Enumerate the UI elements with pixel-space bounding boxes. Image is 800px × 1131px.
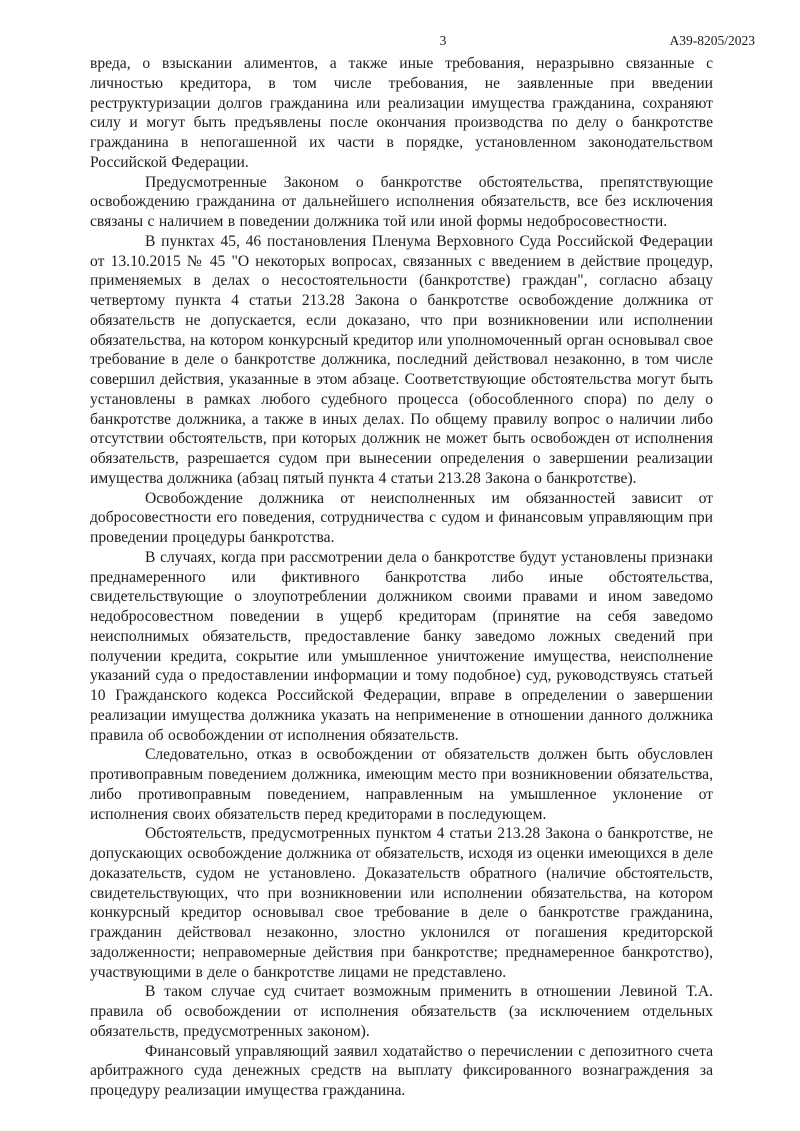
- paragraph: Обстоятельств, предусмотренных пунктом 4 статьи 213.28 Закона о банкротстве, не допускающих освобождение должника от обязательств, исходя из оценки имеющихся в деле доказательств, судом не установлено. Доказательств обратного (наличие обстоятельств, свидетельствующих, что при возникновении или исполнении обязательства, на котором конкурсный кредитор основывал свое требование в деле о банкротстве гражданина, гражданин действовал незаконно, злостно уклонился от погашения кредиторской задолженности; неправомерные действия при банкротстве; преднамеренное банкротство), участвующими в деле о банкротстве лицами не представлено.: [90, 825, 713, 981]
- page-number: 3: [439, 33, 447, 48]
- paragraph: В случаях, когда при рассмотрении дела о банкротстве будут установлены признаки преднамеренного или фиктивного банкротства либо иные обстоятельства, свидетельствующие о злоупотреблении должником своими правами и ином заведомо недобросовестном поведении в ущерб кредиторам (принятие на себя заведомо неисполнимых обязательств, предоставление банку заведомо ложных сведений при получении кредита, сокрытие или умышленное уничтожение имущества, неисполнение указаний суда о предоставлении информации и тому подобное) суд, руководствуясь статьей 10 Гражданского кодекса Российской Федерации, вправе в определении о завершении реализации имущества должника указать на неприменение в отношении данного должника правила об освобождении от исполнения обязательств.: [90, 548, 713, 744]
- paragraph: Следовательно, отказ в освобождении от обязательств должен быть обусловлен противоправным поведением должника, имеющим место при возникновении обязательства, либо противоправным поведением, направленным на умышленное уклонение от исполнения своих обязательств перед кредиторами в последующем.: [90, 746, 713, 823]
- page-header: [0, 33, 800, 51]
- paragraph: В таком случае суд считает возможным применить в отношении Левиной Т.А. правила об освобождении от исполнения обязательств (за исключением отдельных обязательств, предусмотренных законом).: [90, 983, 713, 1040]
- paragraph: Предусмотренные Законом о банкротстве обстоятельства, препятствующие освобождению гражданина от дальнейшего исполнения обязательств, все без исключения связаны с наличием в поведении должника той или иной формы недобросовестности.: [90, 173, 713, 230]
- paragraph: вреда, о взыскании алиментов, а также иные требования, неразрывно связанные с личностью кредитора, в том числе требования, не заявленные при введении реструктуризации долгов гражданина или реализации имущества гражданина, сохраняют силу и могут быть предъявлены после окончания производства по делу о банкротстве гражданина в непогашенной их части в порядке, установленном законодательством Российской Федерации.: [90, 55, 713, 171]
- case-number: А39-8205/2023: [669, 33, 755, 48]
- paragraph: В пунктах 45, 46 постановления Пленума Верховного Суда Российской Федерации от 13.10.2015 № 45 "О некоторых вопросах, связанных с введением в действие процедур, применяемых в делах о несостоятельности (банкротстве) граждан", согласно абзацу четвертому пункта 4 статьи 213.28 Закона о банкротстве освобождение должника от обязательств не допускается, если доказано, что при возникновении или исполнении обязательства, на котором конкурсный кредитор или уполномоченный орган основывал свое требование в деле о банкротстве должника, последний действовал незаконно, в том числе совершил действия, указанные в этом абзаце. Соответствующие обстоятельства могут быть установлены в рамках любого судебного процесса (обособленного спора) по делу о банкротстве должника, а также в иных делах. По общему правилу вопрос о наличии либо отсутствии обстоятельств, при которых должник не может быть освобожден от исполнения обязательств, разрешается судом при вынесении определения о завершении реализации имущества должника (абзац пятый пункта 4 статьи 213.28 Закона о банкротстве).: [90, 232, 713, 487]
- document-body: [90, 54, 713, 1101]
- paragraph: Освобождение должника от неисполненных им обязанностей зависит от добросовестности его поведения, сотрудничества с судом и финансовым управляющим при проведении процедуры банкротства.: [90, 489, 713, 546]
- paragraph: Финансовый управляющий заявил ходатайство о перечислении с депозитного счета арбитражного суда денежных средств на выплату фиксированного вознаграждения за процедуру реализации имущества гражданина.: [90, 1042, 713, 1099]
